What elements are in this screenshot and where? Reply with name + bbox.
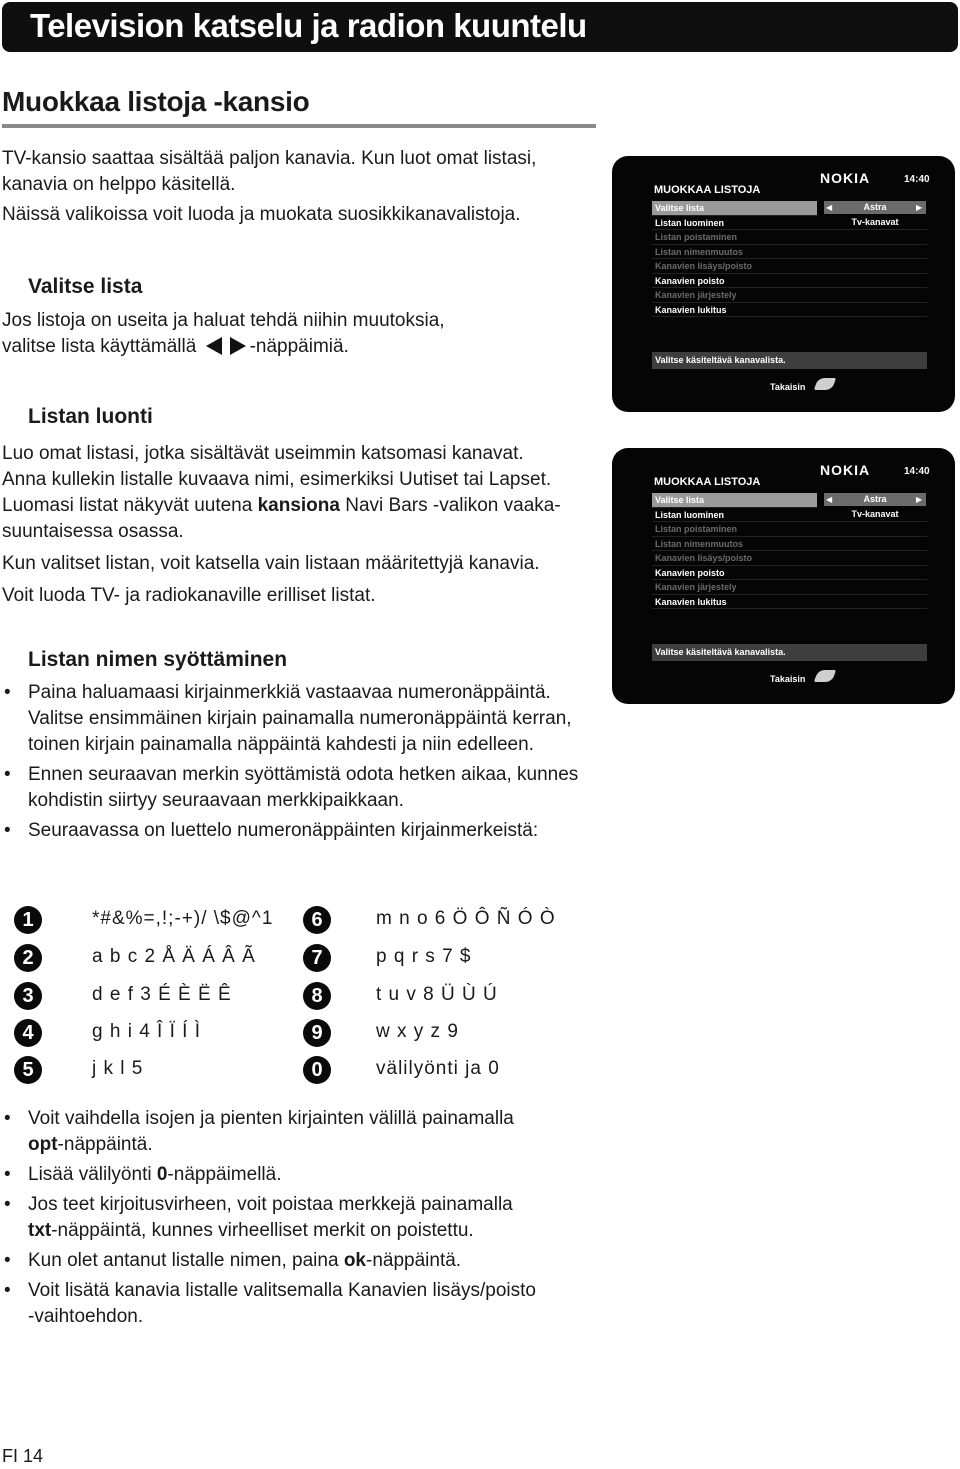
key-chars: m n o 6 Ö Ô Ñ Ó Ò bbox=[376, 908, 556, 929]
select-list-title: Valitse lista bbox=[28, 275, 143, 298]
tv-menu-item: Listan luominen bbox=[652, 216, 927, 231]
tv-menu-item: Listan poistaminen bbox=[652, 230, 927, 245]
tv-header: MUOKKAA LISTOJA bbox=[654, 476, 761, 488]
tv-value-list: Tv-kanavat bbox=[851, 217, 899, 227]
list-item: • Ennen seuraavan merkin syöttämistä odota hetken aikaa, kunnes kohdistin siirtyy seuraavaan merkkipaikkaan. bbox=[2, 762, 602, 814]
section-title: Muokkaa listoja -kansio bbox=[2, 86, 310, 117]
key-number-badge: 6 bbox=[303, 906, 331, 934]
page-number: FI 14 bbox=[2, 1446, 44, 1466]
key-chars: p q r s 7 $ bbox=[376, 946, 472, 967]
list-item: • Voit vaihdella isojen ja pienten kirjainten välillä painamalla opt-näppäintä. bbox=[2, 1106, 602, 1158]
tv-menu-item: Kanavien lisäys/poisto bbox=[652, 259, 927, 274]
tv-screenshot-2 bbox=[612, 448, 955, 704]
list-item: • Lisää välilyönti 0-näppäimellä. bbox=[2, 1162, 602, 1188]
list-item: • Voit lisätä kanavia listalle valitsemalla Kanavien lisäys/poisto -vaihtoehdon. bbox=[2, 1278, 602, 1330]
tv-menu-item: Kanavien poisto bbox=[652, 274, 927, 289]
caret-left-icon: ◀ bbox=[826, 495, 833, 504]
create-list-text: Luo omat listasi, jotka sisältävät useimmin katsomasi kanavat. Anna kullekin listalle kuvaava nimi, esimerkiksi Uutiset tai Lapset. Luomasi listat näkyvät uutena kansiona Navi Bars -valikon vaaka- suuntaisessa osassa. Kun valitset listan, voit katsella vain listaan määritettyjä kanavia. Voit luoda TV- ja radiokanaville erilliset listat. bbox=[2, 443, 561, 606]
key-number-badge: 0 bbox=[303, 1056, 331, 1084]
caret-right-icon: ▶ bbox=[916, 203, 923, 212]
key-number-badge: 1 bbox=[14, 906, 42, 934]
list-item: • Jos teet kirjoitusvirheen, voit poistaa merkkejä painamalla txt-näppäintä, kunnes virheelliset merkit on poistettu. bbox=[2, 1192, 602, 1244]
create-list-title: Listan luonti bbox=[28, 405, 153, 428]
list-item: • Kun olet antanut listalle nimen, paina ok-näppäintä. bbox=[2, 1248, 602, 1274]
back-icon bbox=[814, 670, 836, 682]
key-chars: w x y z 9 bbox=[376, 1021, 459, 1042]
tv-menu-item: Valitse lista bbox=[652, 493, 817, 508]
tv-back-label: Takaisin bbox=[770, 382, 806, 392]
key-chars: g h i 4 Î Ï Í Ì bbox=[92, 1021, 201, 1042]
page-banner: Television katselu ja radion kuuntelu bbox=[2, 2, 958, 52]
list-item: • Seuraavassa on luettelo numeronäppäinten kirjainmerkeistä: bbox=[2, 818, 602, 844]
key-number-badge: 7 bbox=[303, 944, 331, 972]
intro-text: TV-kansio saattaa sisältää paljon kanavia. Kun luot omat listasi, kanavia on helppo käsitellä. Näissä valikoissa voit luoda ja muokata suosikkikanavalistoja. bbox=[2, 148, 537, 225]
left-arrow-icon bbox=[206, 337, 222, 355]
select-list-text: Jos listoja on useita ja haluat tehdä niihin muutoksia, valitse lista käyttämällä -näppäimiä. bbox=[2, 310, 445, 357]
tv-screenshot-1 bbox=[612, 156, 955, 412]
tv-value-list: Tv-kanavat bbox=[851, 509, 899, 519]
tv-menu-item: Kanavien lukitus bbox=[652, 303, 927, 318]
tv-menu-item: Kanavien poisto bbox=[652, 566, 927, 581]
tv-back-label: Takaisin bbox=[770, 674, 806, 684]
tv-footer: Valitse käsiteltävä kanavalista. bbox=[652, 352, 927, 369]
key-chars: *#&%=,!;-+)/ \$@^1 bbox=[92, 908, 274, 929]
tv-menu-item: Kanavien lisäys/poisto bbox=[652, 551, 927, 566]
tv-clock: 14:40 bbox=[904, 174, 930, 185]
tv-menu-item: Kanavien lukitus bbox=[652, 595, 927, 610]
caret-left-icon: ◀ bbox=[826, 203, 833, 212]
key-number-badge: 9 bbox=[303, 1019, 331, 1047]
key-chars: d e f 3 É È Ë Ê bbox=[92, 984, 232, 1005]
tv-footer: Valitse käsiteltävä kanavalista. bbox=[652, 644, 927, 661]
tv-menu-item: Listan luominen bbox=[652, 508, 927, 523]
tv-value-satellite: Astra bbox=[824, 493, 926, 506]
key-chars: t u v 8 Ü Ù Ú bbox=[376, 984, 498, 1005]
key-number-badge: 4 bbox=[14, 1019, 42, 1047]
tv-clock: 14:40 bbox=[904, 466, 930, 477]
right-arrow-icon bbox=[230, 337, 246, 355]
tv-menu-item: Listan poistaminen bbox=[652, 522, 927, 537]
key-chars: j k l 5 bbox=[92, 1058, 144, 1079]
tv-menu-item: Kanavien järjestely bbox=[652, 288, 927, 303]
nokia-logo: NOKIA bbox=[820, 462, 871, 478]
caret-right-icon: ▶ bbox=[916, 495, 923, 504]
tv-menu-item: Valitse lista bbox=[652, 201, 817, 216]
back-icon bbox=[814, 378, 836, 390]
key-number-badge: 5 bbox=[14, 1056, 42, 1084]
name-entry-title: Listan nimen syöttäminen bbox=[28, 648, 288, 671]
key-number-badge: 8 bbox=[303, 982, 331, 1010]
key-number-badge: 3 bbox=[14, 982, 42, 1010]
tips-bullets bbox=[2, 1106, 602, 1334]
key-number-badge: 2 bbox=[14, 944, 42, 972]
name-entry-bullets bbox=[2, 680, 602, 848]
tv-value-satellite: Astra bbox=[824, 201, 926, 214]
key-chars: välilyönti ja 0 bbox=[376, 1058, 500, 1079]
tv-menu-item: Listan nimenmuutos bbox=[652, 245, 927, 260]
tv-header: MUOKKAA LISTOJA bbox=[654, 184, 761, 196]
key-chars: a b c 2 Å Ä Á Â Ã bbox=[92, 946, 256, 967]
tv-menu-item: Kanavien järjestely bbox=[652, 580, 927, 595]
list-item: • Paina haluamaasi kirjainmerkkiä vastaavaa numeronäppäintä. Valitse ensimmäinen kirjain painamalla numeronäppäintä kerran, toinen kirjain painamalla näppäintä kahdesti ja niin edelleen. bbox=[2, 680, 602, 758]
section-rule bbox=[2, 124, 596, 128]
tv-menu-item: Listan nimenmuutos bbox=[652, 537, 927, 552]
nokia-logo: NOKIA bbox=[820, 170, 871, 186]
